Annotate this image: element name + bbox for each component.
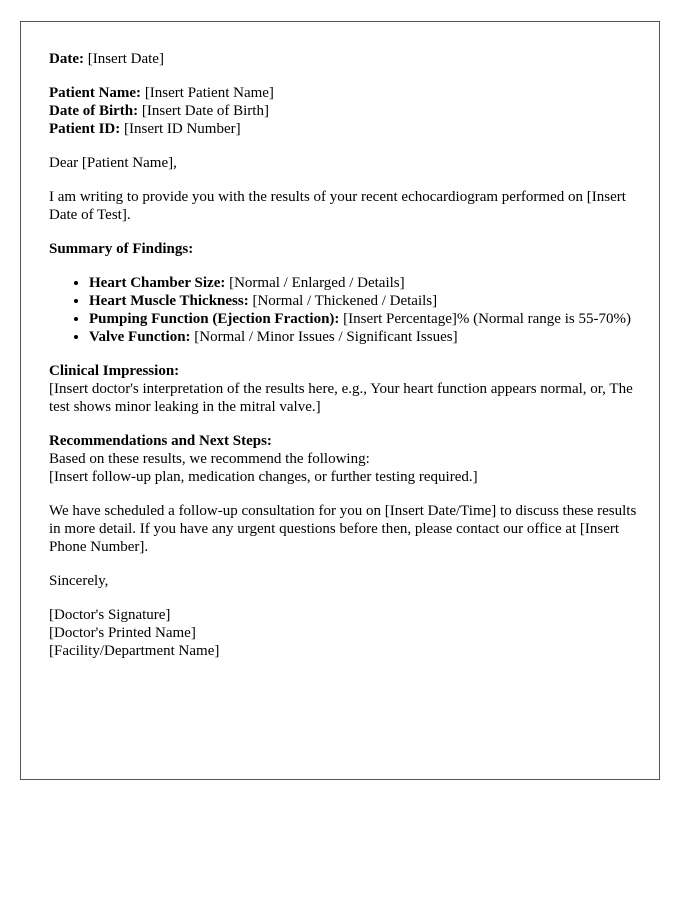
patient-id-value: [Insert ID Number] <box>124 121 241 137</box>
finding-item <box>89 310 639 328</box>
finding-value: [Insert Percentage]% (Normal range is 55-70%) <box>343 311 631 327</box>
finding-label: Heart Chamber Size: <box>89 275 226 291</box>
dob-label: Date of Birth: <box>49 103 139 119</box>
finding-label: Pumping Function (Ejection Fraction): <box>89 311 340 327</box>
finding-item <box>89 328 639 346</box>
finding-value: [Normal / Thickened / Details] <box>252 293 438 309</box>
date-value: [Insert Date] <box>87 51 164 67</box>
summary-heading-text: Summary of Findings: <box>49 241 194 257</box>
recommendations-plan: [Insert follow-up plan, medication changes, or further testing required.] <box>49 469 478 485</box>
signature-block <box>49 606 639 660</box>
finding-value: [Normal / Minor Issues / Significant Issues] <box>194 329 458 345</box>
patient-name-label: Patient Name: <box>49 85 142 101</box>
recommendations-heading: Recommendations and Next Steps: <box>49 433 272 449</box>
doctor-signature: [Doctor's Signature] <box>49 607 171 623</box>
finding-item <box>89 292 639 310</box>
dob-line <box>49 102 639 120</box>
date-line <box>49 50 639 68</box>
finding-label: Valve Function: <box>89 329 191 345</box>
intro-paragraph: I am writing to provide you with the results of your recent echocardiogram performed on [Insert Date of Test]. <box>49 189 626 223</box>
patient-name-value: [Insert Patient Name] <box>144 85 274 101</box>
letter-page <box>20 21 660 780</box>
doctor-printed-name: [Doctor's Printed Name] <box>49 625 196 641</box>
patient-name-line <box>49 84 639 102</box>
recommendations-intro: Based on these results, we recommend the following: <box>49 451 370 467</box>
dob-value: [Insert Date of Birth] <box>141 103 269 119</box>
facility-name: [Facility/Department Name] <box>49 643 220 659</box>
followup-paragraph: We have scheduled a follow-up consultation for you on [Insert Date/Time] to discuss these results in more detail. If you have any urgent questions before then, please contact our office at [Insert Phone Number]. <box>49 503 637 555</box>
greeting: Dear [Patient Name], <box>49 155 177 171</box>
finding-value: [Normal / Enlarged / Details] <box>229 275 405 291</box>
impression-section <box>49 362 639 416</box>
patient-id-label: Patient ID: <box>49 121 121 137</box>
summary-heading <box>49 240 639 258</box>
patient-id-line <box>49 120 639 138</box>
closing: Sincerely, <box>49 573 109 589</box>
finding-item <box>89 274 639 292</box>
recommendations-section <box>49 432 639 486</box>
impression-heading: Clinical Impression: <box>49 363 180 379</box>
date-label: Date: <box>49 51 84 67</box>
finding-label: Heart Muscle Thickness: <box>89 293 249 309</box>
impression-text: [Insert doctor's interpretation of the results here, e.g., Your heart function appears normal, or, The test shows minor leaking in the mitral valve.] <box>49 381 633 415</box>
findings-list <box>49 274 639 346</box>
patient-info <box>49 84 639 138</box>
